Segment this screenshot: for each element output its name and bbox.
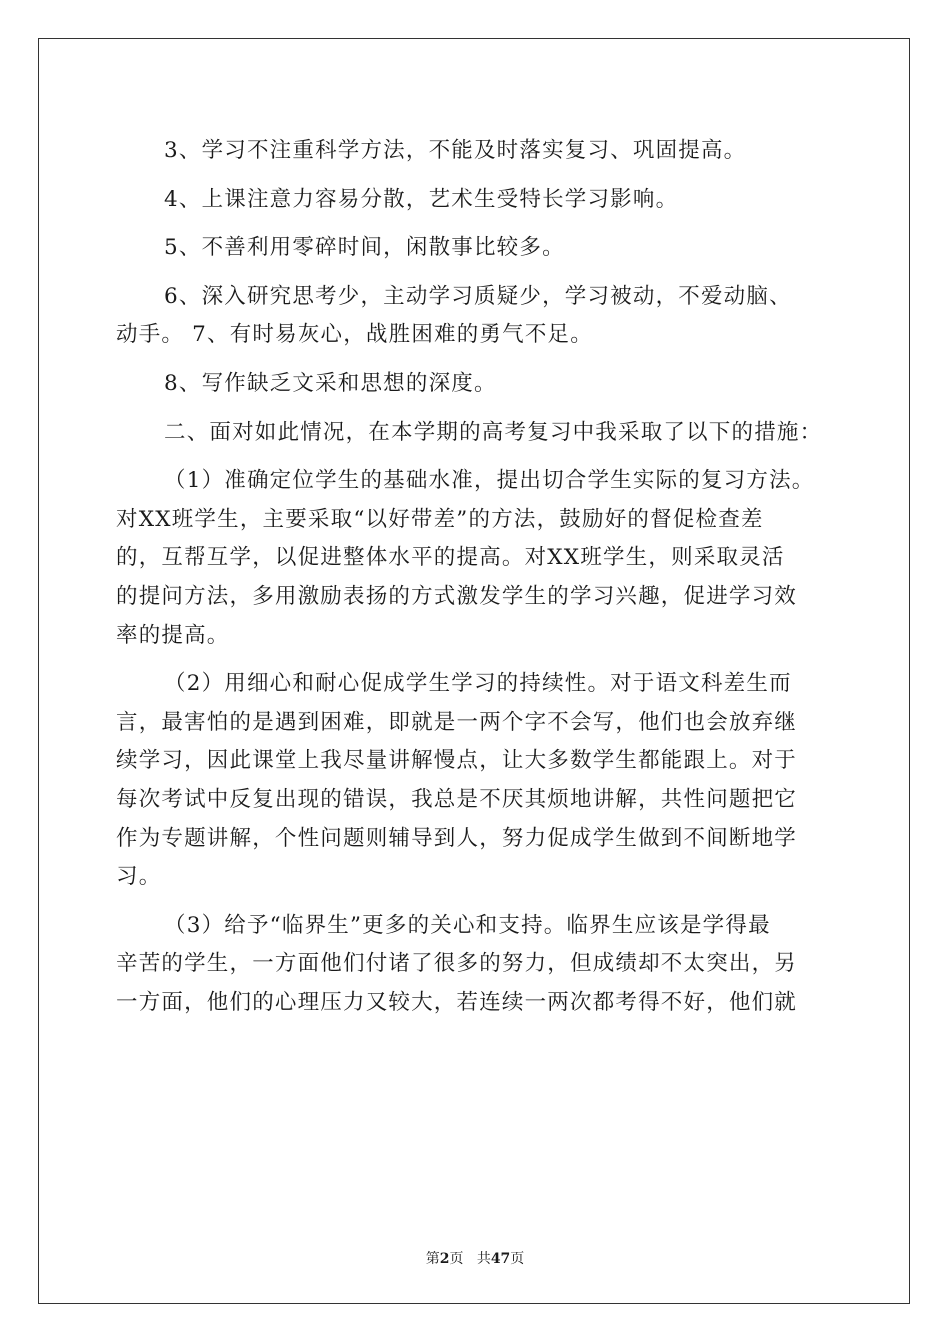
text-line: 率的提高。 [116, 622, 230, 648]
footer-page-prefix: 第 [425, 1251, 440, 1267]
text-line: （1）准确定位学生的基础水准，提出切合学生实际的复习方法。 [164, 468, 815, 494]
text-line: 二、面对如此情况，在本学期的高考复习中我采取了以下的措施： [164, 419, 823, 445]
measure-1 [116, 462, 856, 655]
measure-3 [116, 907, 856, 1023]
footer-total-suffix: 页 [510, 1251, 525, 1267]
footer-total-prefix: 共 [476, 1251, 491, 1267]
text-line: 辛苦的学生，一方面他们付诸了很多的努力，但成绩却不太突出，另 [116, 951, 798, 977]
paragraph-6-7 [116, 278, 856, 355]
paragraph-5 [116, 229, 856, 268]
footer-page-suffix: 页 [449, 1251, 464, 1267]
text-line: （3）给予“临界生”更多的关心和支持。临界生应该是学得最 [164, 912, 771, 938]
text-line: 动手。 7、有时易灰心，战胜困难的勇气不足。 [116, 322, 593, 348]
page-footer [0, 1248, 950, 1268]
text-line: 4、上课注意力容易分散，艺术生受特长学习影响。 [164, 186, 679, 212]
measure-2 [116, 665, 856, 897]
paragraph-4 [116, 181, 856, 220]
section-heading-two [116, 414, 856, 453]
paragraph-3 [116, 132, 856, 171]
paragraph-8 [116, 365, 856, 404]
footer-page-number: 2 [439, 1251, 450, 1267]
text-line: 3、学习不注重科学方法，不能及时落实复习、巩固提高。 [164, 138, 747, 163]
text-line: 续学习，因此课堂上我尽量讲解慢点，让大多数学生都能跟上。对于 [116, 748, 798, 774]
text-line: 对XX班学生，主要采取“以好带差”的方法，鼓励好的督促检查差 [116, 506, 764, 532]
text-line: 每次考试中反复出现的错误，我总是不厌其烦地讲解，共性问题把它 [116, 786, 798, 812]
footer-total-pages: 47 [490, 1251, 511, 1267]
text-line: 8、写作缺乏文采和思想的深度。 [164, 370, 497, 396]
document-body [116, 132, 856, 1022]
text-line: 习。 [116, 864, 162, 890]
text-line: 的提问方法，多用激励表扬的方式激发学生的学习兴趣，促进学习效 [116, 583, 798, 609]
text-line: 言，最害怕的是遇到困难，即就是一两个字不会写，他们也会放弃继 [116, 709, 798, 735]
text-line: 一方面，他们的心理压力又较大，若连续一两次都考得不好，他们就 [116, 989, 798, 1015]
text-line: 5、不善利用零碎时间，闲散事比较多。 [164, 235, 565, 261]
text-line: 的，互帮互学，以促进整体水平的提高。对XX班学生，则采取灵活 [116, 545, 785, 571]
text-line: 作为专题讲解，个性问题则辅导到人，努力促成学生做到不间断地学 [116, 825, 798, 851]
text-line: 6、深入研究思考少，主动学习质疑少，学习被动，不爱动脑、 [164, 283, 792, 309]
text-line: （2）用细心和耐心促成学生学习的持续性。对于语文科差生而 [164, 671, 792, 697]
